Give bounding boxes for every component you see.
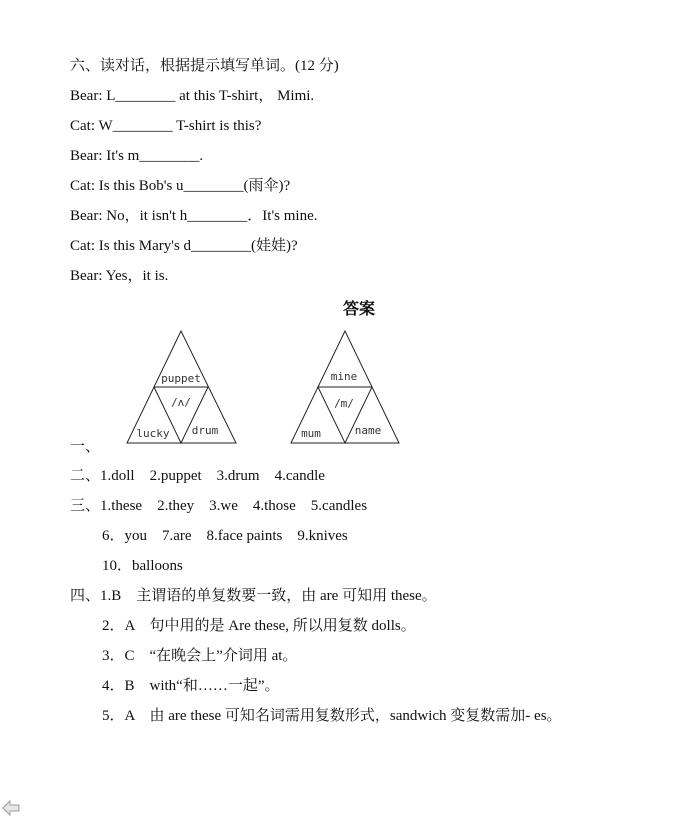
triangle1-left-word: lucky <box>136 427 170 440</box>
answers-title: 答案 <box>342 299 375 318</box>
part1-label: 一、 <box>70 439 101 455</box>
answer-line-part2: 二、1.doll 2.puppet 3.drum 4.candle <box>70 468 325 484</box>
triangle1-center-sound: /ʌ/ <box>171 396 191 409</box>
dialogue-line: Cat: Is this Bob's u________(雨伞)? <box>70 178 291 194</box>
back-arrow-icon[interactable] <box>2 800 20 816</box>
answer-line-part4: 3．C “在晚会上”介词用 at。 <box>102 648 298 664</box>
dialogue-line: Bear: L________ at this T-shirt， Mimi. <box>70 88 315 104</box>
triangle2-left-word: mum <box>301 427 321 440</box>
triangle2-right-word: name <box>354 424 382 437</box>
triangle2-center-sound: /m/ <box>334 397 354 410</box>
dialogue-line: Bear: Yes，it is. <box>70 268 169 284</box>
answer-line-part3: 10．balloons <box>102 558 183 574</box>
answer-line-part4: 四、1.B 主谓语的单复数要一致，由 are 可知用 these。 <box>70 588 437 604</box>
triangle1-top-word: puppet <box>161 372 201 385</box>
answer-line-part4: 4．B with“和……一起”。 <box>102 678 280 694</box>
dialogue-line: Bear: It's m________. <box>70 148 204 164</box>
triangle1-right-word: drum <box>191 424 219 437</box>
dialogue-line: Cat: Is this Mary's d________(娃娃)? <box>70 238 298 254</box>
triangle2-top-word: mine <box>330 370 358 383</box>
answer-line-part3: 6．you 7.are 8.face paints 9.knives <box>102 528 348 544</box>
dialogue-line: Bear: No，it isn't h________．It's mine. <box>70 208 318 224</box>
answer-line-part4: 2．A 句中用的是 Are these, 所以用复数 dolls。 <box>102 618 416 634</box>
answer-line-part3: 三、1.these 2.they 3.we 4.those 5.candles <box>70 498 368 514</box>
dialogue-line: Cat: W________ T-shirt is this? <box>70 118 262 134</box>
answer-line-part4: 5．A 由 are these 可知名词需用复数形式，sandwich 变复数需加- es。 <box>102 708 562 724</box>
section-heading: 六、读对话，根据提示填写单词。(12 分) <box>70 58 339 74</box>
